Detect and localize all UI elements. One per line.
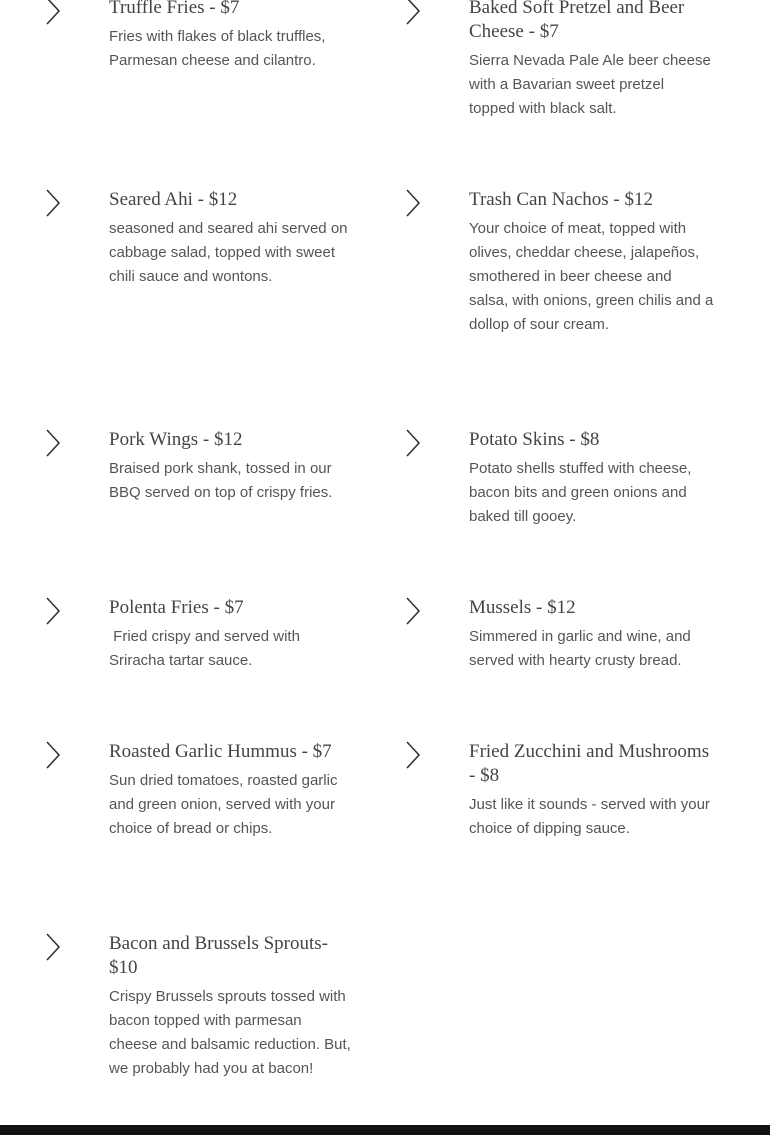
menu-item-description: Braised pork shank, tossed in our BBQ served on top of crispy fries.: [109, 460, 333, 501]
chevron-right-icon: [404, 596, 422, 626]
chevron-right-icon: [404, 740, 422, 770]
menu-item-title: Seared Ahi - $12: [109, 189, 238, 210]
menu-item-description: Just like it sounds - served with your choice of dipping sauce.: [469, 796, 710, 837]
menu-item-description: seasoned and seared ahi served on cabbage salad, topped with sweet chili sauce and wontons.: [109, 220, 348, 285]
menu-item-description: Simmered in garlic and wine, and served with hearty crusty bread.: [469, 628, 691, 669]
menu-item-description: Fried crispy and served with Sriracha tartar sauce.: [109, 628, 305, 669]
chevron-right-icon: [44, 932, 62, 962]
menu-item-title: Trash Can Nachos - $12: [469, 189, 654, 210]
footer-bar: [0, 1125, 770, 1135]
menu-item-description: Sierra Nevada Pale Ale beer cheese with a Bavarian sweet pretzel topped with black salt.: [469, 52, 711, 117]
menu-item-description: Potato shells stuffed with cheese, bacon bits and green onions and baked till gooey.: [469, 460, 692, 525]
menu-item-title: Baked Soft Pretzel and Beer Cheese - $7: [469, 0, 685, 42]
menu-item-title: Potato Skins - $8: [469, 429, 600, 450]
menu-item-title: Bacon and Brussels Sprouts- $10: [109, 933, 329, 978]
menu-item-title: Pork Wings - $12: [109, 429, 243, 450]
chevron-right-icon: [404, 188, 422, 218]
menu-item-description: Sun dried tomatoes, roasted garlic and green onion, served with your choice of bread or chips.: [109, 772, 338, 837]
chevron-right-icon: [44, 740, 62, 770]
chevron-right-icon: [44, 428, 62, 458]
menu-item-title: Truffle Fries - $7: [109, 0, 240, 18]
menu-item-description: Fries with flakes of black truffles, Parmesan cheese and cilantro.: [109, 28, 326, 69]
chevron-right-icon: [404, 428, 422, 458]
menu-item-title: Fried Zucchini and Mushrooms - $8: [469, 741, 710, 786]
chevron-right-icon: [44, 596, 62, 626]
chevron-right-icon: [404, 0, 422, 26]
menu-item-title: Mussels - $12: [469, 597, 576, 618]
menu-item-description: Crispy Brussels sprouts tossed with bacon topped with parmesan cheese and balsamic reduction. But, we probably had you at bacon!: [109, 988, 351, 1077]
menu-item-title: Polenta Fries - $7: [109, 597, 244, 618]
chevron-right-icon: [44, 0, 62, 26]
chevron-right-icon: [44, 188, 62, 218]
menu-item-description: Your choice of meat, topped with olives, cheddar cheese, jalapeños, smothered in beer cheese and salsa, with onions, green chilis and a dollop of sour cream.: [469, 220, 714, 333]
menu-item-title: Roasted Garlic Hummus - $7: [109, 741, 332, 762]
